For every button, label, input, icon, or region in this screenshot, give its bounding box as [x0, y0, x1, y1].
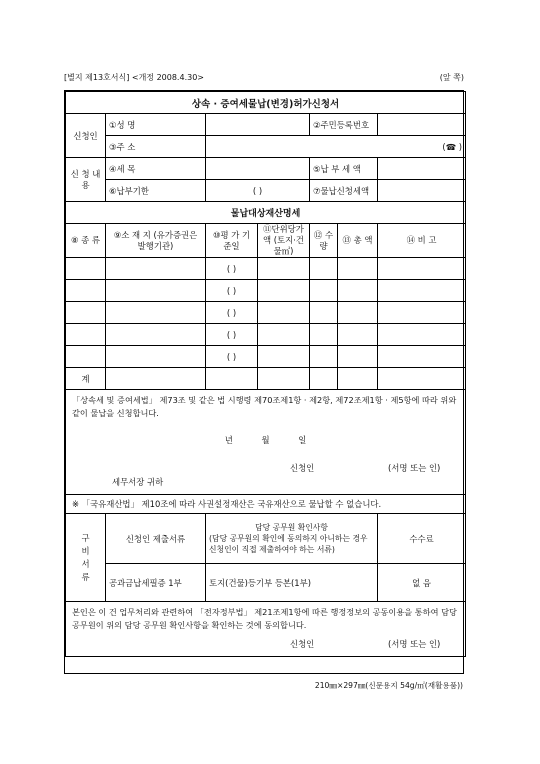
- kind-cell[interactable]: [66, 258, 106, 280]
- recipient: 세무서장 귀하: [112, 477, 164, 487]
- kind-cell[interactable]: [66, 302, 106, 324]
- page-side: (앞 쪽): [439, 73, 464, 82]
- address-label: ③주 소: [106, 136, 206, 158]
- application-form: [64, 90, 464, 674]
- form-number: [별지 제13호서식] <개정 2008.4.30>: [64, 73, 204, 82]
- location-header: ⑨소 재 지 (유가증권은 발행기관): [106, 224, 206, 258]
- name-field[interactable]: [206, 114, 310, 136]
- kind-cell[interactable]: [66, 324, 106, 346]
- consent-text: 본인은 이 건 업무처리와 관련하여 「전자정부법」 제21조제1항에 따른 행정정보의 공동이용을 통하여 담당 공무원이 위의 담당 공무원 확인사항을 확인하는 것에 동의합니다.: [72, 607, 457, 630]
- due-date-field[interactable]: ( ): [206, 180, 310, 202]
- note-cell[interactable]: [378, 324, 466, 346]
- address-field[interactable]: [206, 136, 466, 158]
- total-unit-cell[interactable]: [258, 368, 310, 390]
- unit-price-cell[interactable]: [258, 302, 310, 324]
- location-cell[interactable]: [106, 258, 206, 280]
- table-row: [66, 324, 466, 346]
- id-label: ②주민등록번호: [310, 114, 378, 136]
- total-note-cell[interactable]: [378, 368, 466, 390]
- note-cell[interactable]: [378, 346, 466, 368]
- amount-cell[interactable]: [338, 324, 378, 346]
- tax-item-field[interactable]: [206, 158, 310, 180]
- unit-price-cell[interactable]: [258, 280, 310, 302]
- total-location-cell[interactable]: [106, 368, 206, 390]
- application-group-label: 신 청 내 용: [66, 158, 106, 202]
- kind-header: ⑧ 종 류: [66, 224, 106, 258]
- consent-block: [66, 602, 466, 657]
- quantity-cell[interactable]: [310, 258, 338, 280]
- consent-signature-line: [66, 636, 465, 656]
- table-row: [66, 258, 466, 280]
- quantity-cell[interactable]: [310, 324, 338, 346]
- request-amount-label: ⑦물납신청세액: [310, 180, 378, 202]
- unit-price-cell[interactable]: [258, 346, 310, 368]
- statement-text: 「상속세 및 증여세법」 제73조 및 같은 법 시행령 제70조제1항 · 제2항, 제72조제1항 · 제5항에 따라 위와 같이 물납을 신청합니다.: [72, 395, 457, 418]
- unit-price-cell[interactable]: [258, 258, 310, 280]
- form-header: [64, 72, 464, 83]
- kind-cell[interactable]: [66, 346, 106, 368]
- note-cell[interactable]: [378, 258, 466, 280]
- unit-price-header: ⑪단위당가액 (토지·건물㎡): [258, 224, 310, 258]
- amount-cell[interactable]: [338, 346, 378, 368]
- phone-label: (☎ ): [442, 141, 463, 152]
- signature-line: [66, 462, 465, 476]
- total-label: 계: [66, 368, 106, 390]
- note-line: ※ 「국유재산법」 제10조에 따라 사권설정재산은 국유재산으로 물납할 수 없습니다.: [66, 495, 466, 514]
- docs-fee-header: 수수료: [378, 514, 466, 564]
- amount-cell[interactable]: [338, 258, 378, 280]
- valuation-cell[interactable]: ( ): [206, 324, 258, 346]
- applicant-doc: 공과금납세필증 1부: [106, 564, 206, 602]
- tax-amount-field[interactable]: [378, 158, 466, 180]
- fee-value: 없 음: [378, 564, 466, 602]
- amount-header: ⑬ 총 액: [338, 224, 378, 258]
- location-cell[interactable]: [106, 324, 206, 346]
- applicant-group-label: 신청인: [66, 114, 106, 158]
- valuation-cell[interactable]: ( ): [206, 280, 258, 302]
- amount-cell[interactable]: [338, 280, 378, 302]
- table-row: [66, 302, 466, 324]
- amount-cell[interactable]: [338, 302, 378, 324]
- valuation-cell[interactable]: ( ): [206, 346, 258, 368]
- note-header: ⑭ 비 고: [378, 224, 466, 258]
- location-cell[interactable]: [106, 346, 206, 368]
- table-row: [66, 346, 466, 368]
- table-row: [66, 280, 466, 302]
- signer-label: 신청인: [290, 463, 315, 473]
- location-cell[interactable]: [106, 280, 206, 302]
- date-line[interactable]: 년 월 일: [224, 435, 307, 445]
- valuation-header: ⑩평 가 기준일: [206, 224, 258, 258]
- docs-side-label: 구 비 서 류: [66, 514, 106, 602]
- request-amount-field[interactable]: [378, 180, 466, 202]
- quantity-cell[interactable]: [310, 280, 338, 302]
- consent-signer-sign[interactable]: (서명 또는 인): [388, 639, 441, 649]
- form-table: [65, 91, 466, 657]
- form-title: 상속 · 증여세물납(변경)허가신청서: [66, 92, 466, 114]
- docs-official-header: 담당 공무원 확인사항 (담당 공무원의 확인에 동의하지 아니하는 경우 신청인이 직접 제출하여야 하는 서류): [206, 514, 378, 564]
- kind-cell[interactable]: [66, 280, 106, 302]
- location-cell[interactable]: [106, 302, 206, 324]
- quantity-cell[interactable]: [310, 302, 338, 324]
- tax-amount-label: ⑤납 부 세 액: [310, 158, 378, 180]
- total-row: [66, 368, 466, 390]
- consent-signer-label: 신청인: [290, 639, 315, 649]
- due-date-label: ⑥납부기한: [106, 180, 206, 202]
- quantity-header: ⑫ 수 량: [310, 224, 338, 258]
- note-cell[interactable]: [378, 280, 466, 302]
- statement-block: [66, 390, 466, 495]
- valuation-cell[interactable]: ( ): [206, 258, 258, 280]
- official-doc: 토지(건물)등기부 등본(1부): [206, 564, 378, 602]
- total-amount-cell[interactable]: [338, 368, 378, 390]
- docs-applicant-header: 신청인 제출서류: [106, 514, 206, 564]
- signer-sign[interactable]: (서명 또는 인): [388, 463, 441, 473]
- unit-price-cell[interactable]: [258, 324, 310, 346]
- tax-item-label: ④세 목: [106, 158, 206, 180]
- property-section-title: 물납대상재산명세: [66, 202, 466, 224]
- paper-spec: 210㎜×297㎜(신문용지 54g/㎡(재활용품)): [314, 681, 463, 690]
- total-quantity-cell[interactable]: [310, 368, 338, 390]
- id-field[interactable]: [378, 114, 466, 136]
- total-valuation-cell[interactable]: [206, 368, 258, 390]
- note-cell[interactable]: [378, 302, 466, 324]
- name-label: ①성 명: [106, 114, 206, 136]
- quantity-cell[interactable]: [310, 346, 338, 368]
- valuation-cell[interactable]: ( ): [206, 302, 258, 324]
